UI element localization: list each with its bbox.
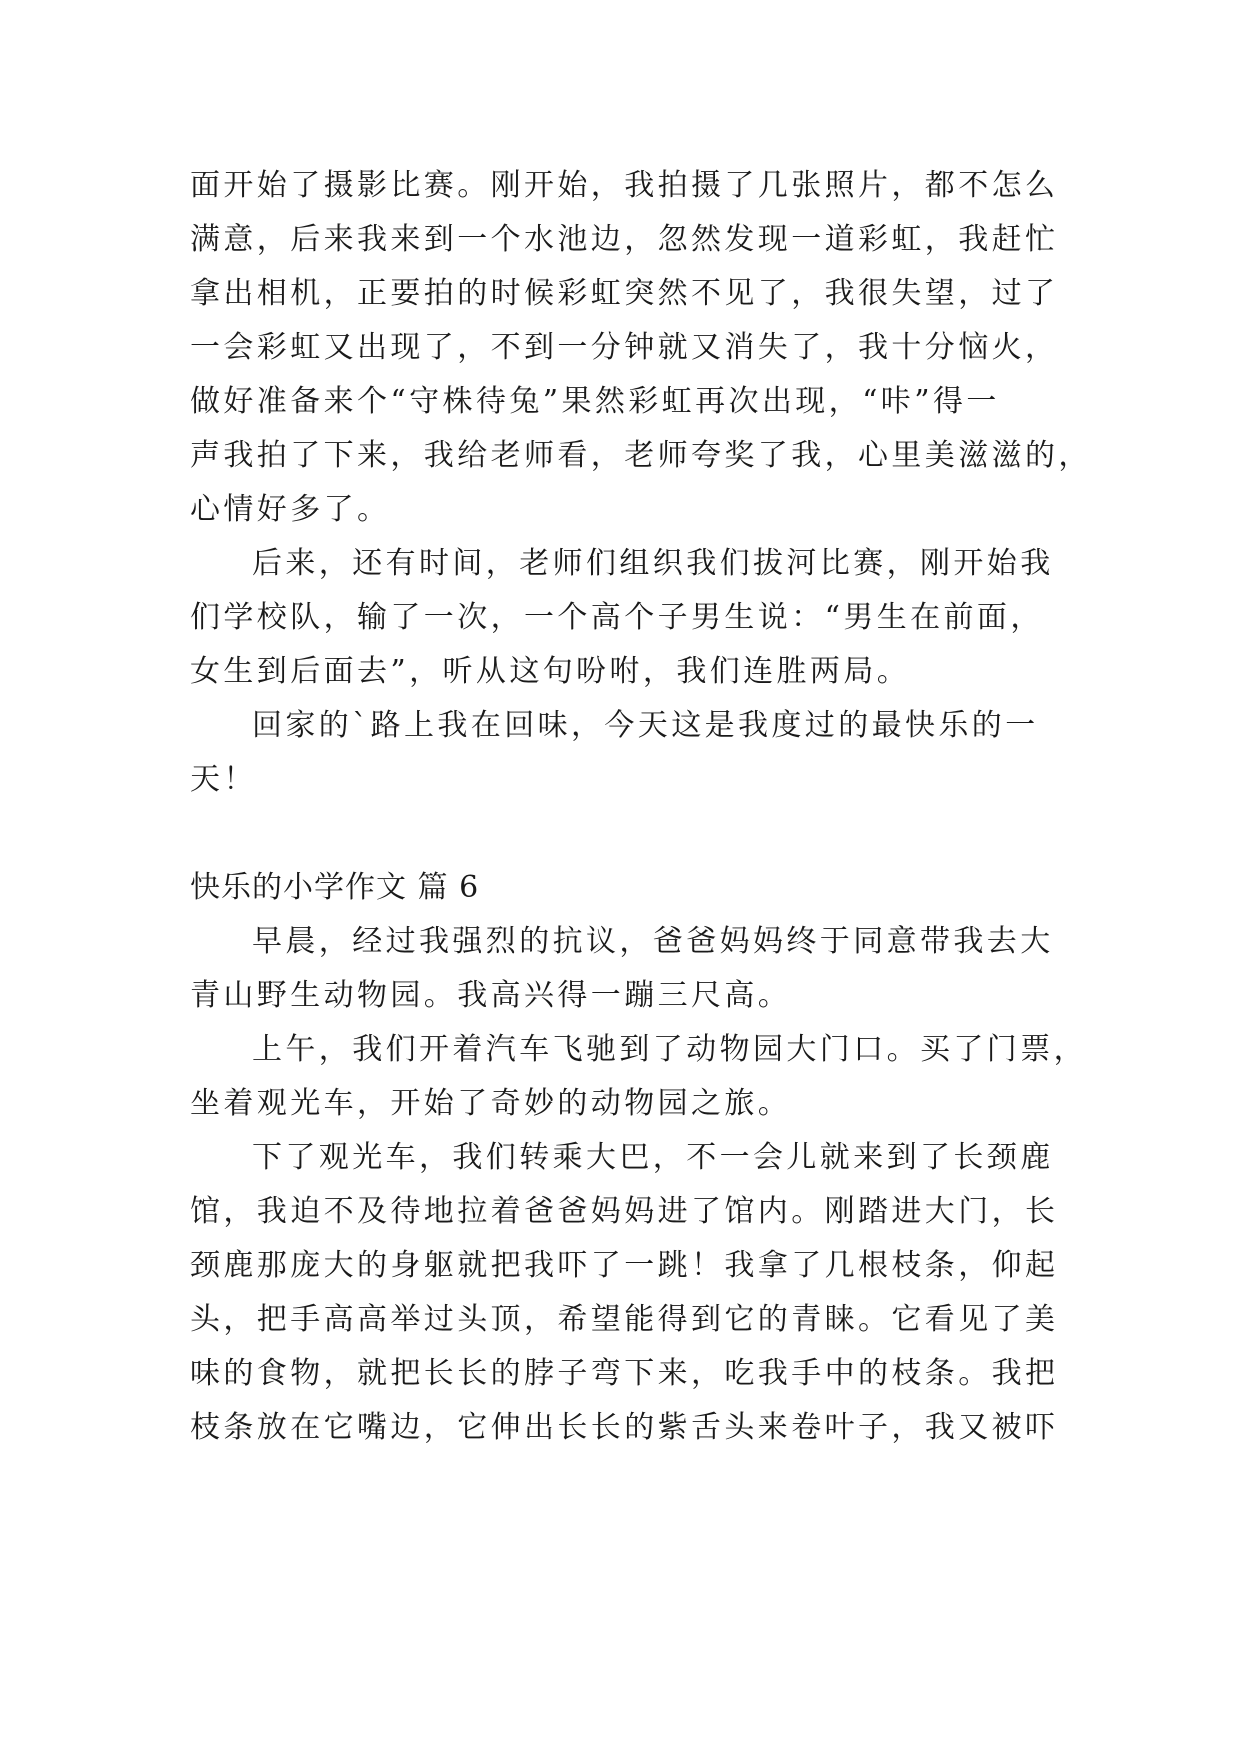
text-line: 天！ <box>190 762 257 797</box>
text-line: 头，把手高高举过头顶，希望能得到它的青睐。它看见了美 <box>190 1302 1059 1337</box>
text-line: 心情好多了。 <box>190 492 391 527</box>
text-line: 声我拍了下来，我给老师看，老师夸奖了我，心里美滋滋的， <box>190 438 1092 473</box>
text-line: 面开始了摄影比赛。刚开始，我拍摄了几张照片，都不怎么 <box>190 168 1059 203</box>
paragraph-first-line: 回家的`路上我在回味，今天这是我度过的最快乐的一 <box>252 708 1039 743</box>
text-line: 们学校队，输了一次，一个高个子男生说：“男生在前面， <box>190 600 1044 635</box>
text-line: 青山野生动物园。我高兴得一蹦三尺高。 <box>190 978 792 1013</box>
paragraph-first-line: 早晨，经过我强烈的抗议，爸爸妈妈终于同意带我去大 <box>252 924 1054 959</box>
text-line: 馆，我迫不及待地拉着爸爸妈妈进了馆内。刚踏进大门，长 <box>190 1194 1059 1229</box>
text-line: 一会彩虹又出现了，不到一分钟就又消失了，我十分恼火， <box>190 330 1059 365</box>
text-line: 女生到后面去”，听从这句吩咐，我们连胜两局。 <box>190 654 911 689</box>
paragraph-first-line: 下了观光车，我们转乘大巴，不一会儿就来到了长颈鹿 <box>252 1140 1054 1175</box>
text-line: 做好准备来个“守株待兔”果然彩虹再次出现，“咔”得一 <box>190 384 1000 419</box>
text-line: 味的食物，就把长长的脖子弯下来，吃我手中的枝条。我把 <box>190 1356 1059 1391</box>
text-line: 坐着观光车，开始了奇妙的动物园之旅。 <box>190 1086 792 1121</box>
text-line: 枝条放在它嘴边，它伸出长长的紫舌头来卷叶子，我又被吓 <box>190 1410 1059 1445</box>
paragraph-first-line: 上午，我们开着汽车飞驰到了动物园大门口。买了门票， <box>252 1032 1087 1067</box>
text-line: 满意，后来我来到一个水池边，忽然发现一道彩虹，我赶忙 <box>190 222 1059 257</box>
text-line: 拿出相机，正要拍的时候彩虹突然不见了，我很失望，过了 <box>190 276 1059 311</box>
paragraph-first-line: 后来，还有时间，老师们组织我们拔河比赛，刚开始我 <box>252 546 1054 581</box>
section-heading: 快乐的小学作文 篇 6 <box>190 870 480 905</box>
text-line: 颈鹿那庞大的身躯就把我吓了一跳！我拿了几根枝条，仰起 <box>190 1248 1059 1283</box>
